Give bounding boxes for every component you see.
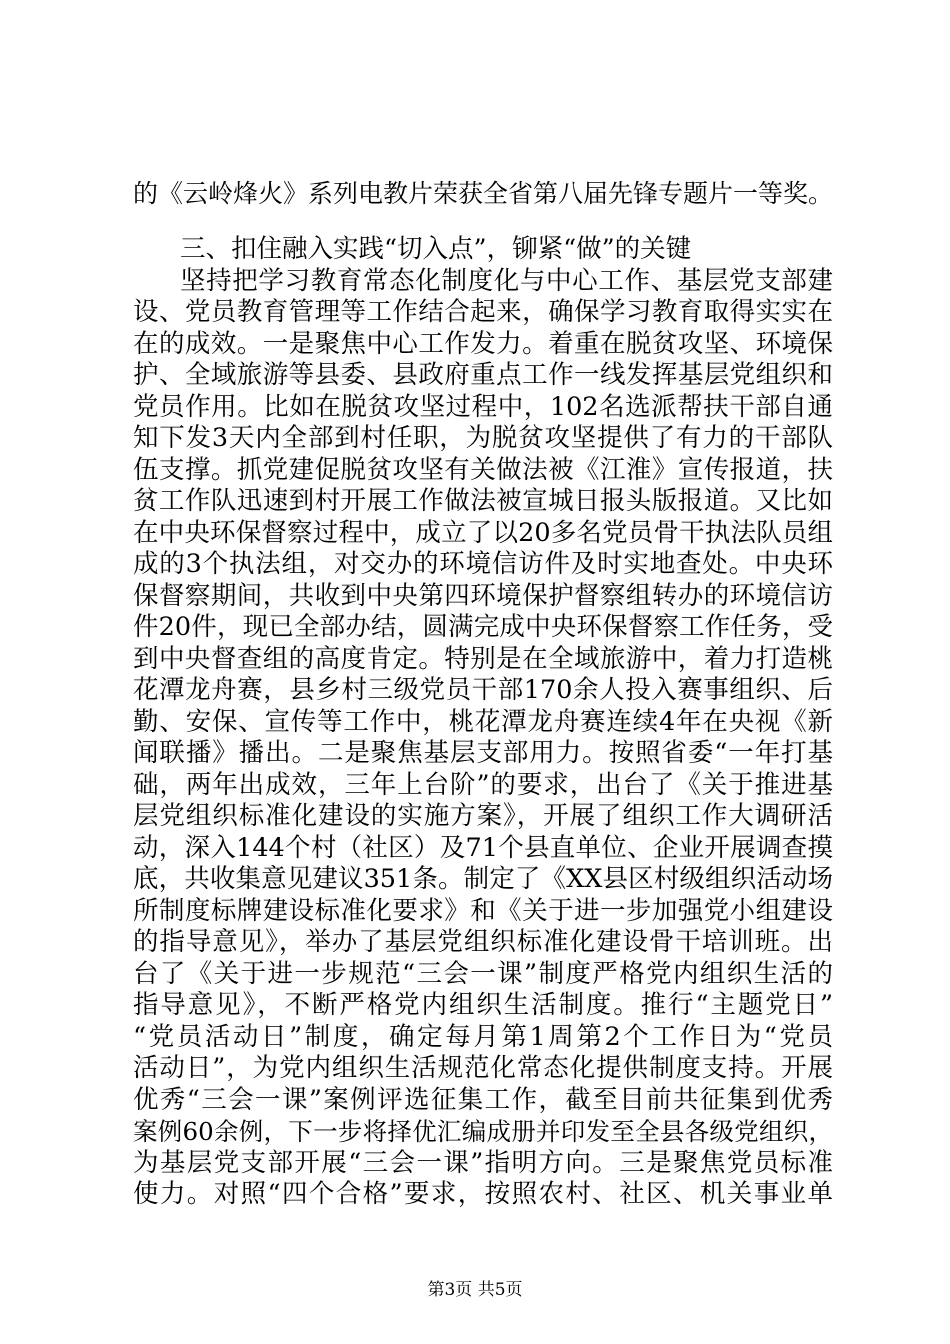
section-heading: 三、扣住融入实践“切入点”，铆紧“做”的关键 [180, 234, 692, 264]
text-line: 台了《关于进一步规范“三会一课”制度严格党内组织生活的 [133, 959, 833, 989]
text-line: 护、全域旅游等县委、县政府重点工作一线发挥基层党组织和 [133, 360, 833, 390]
text-line: 贫工作队迅速到村开展工作做法被宣城日报头版报道。又比如 [133, 486, 833, 516]
text-line: 使力。对照“四个合格”要求，按照农村、社区、机关事业单 [133, 1179, 833, 1209]
text-line: 指导意见》，不断严格党内组织生活制度。推行“主题党日” [133, 990, 833, 1020]
text-line: 为基层党支部开展“三会一课”指明方向。三是聚焦党员标准 [133, 1148, 833, 1178]
page-number-footer: 第3页 共5页 [427, 1280, 523, 1300]
text-line: 闻联播》播出。二是聚焦基层支部用力。按照省委“一年打基 [133, 738, 833, 768]
text-line: 础，两年出成效，三年上台阶”的要求，出台了《关于推进基 [133, 770, 833, 800]
text-line: 保督察期间，共收到中央第四环境保护督察组转办的环境信访 [133, 581, 833, 611]
text-line: 在中央环保督察过程中，成立了以20多名党员骨干执法队员组 [133, 518, 833, 548]
text-line: 设、党员教育管理等工作结合起来，确保学习教育取得实实在 [133, 297, 833, 327]
text-line: 底，共收集意见建议351条。制定了《XX县区村级组织活动场 [133, 864, 833, 894]
text-line: 优秀“三会一课”案例评选征集工作，截至目前共征集到优秀 [133, 1085, 833, 1115]
text-line: 层党组织标准化建设的实施方案》，开展了组织工作大调研活 [133, 801, 833, 831]
text-line: 件20件，现已全部办结，圆满完成中央环保督察工作任务，受 [133, 612, 833, 642]
text-line: 伍支撑。抓党建促脱贫攻坚有关做法被《江淮》宣传报道，扶 [133, 455, 833, 485]
text-line: 成的3个执法组，对交办的环境信访件及时实地查处。中央环 [133, 549, 833, 579]
text-line: 花潭龙舟赛，县乡村三级党员干部170余人投入赛事组织、后 [133, 675, 833, 705]
text-line: 活动日”，为党内组织生活规范化常态化提供制度支持。开展 [133, 1053, 833, 1083]
text-line: 所制度标牌建设标准化要求》和《关于进一步加强党小组建设 [133, 896, 833, 926]
text-line: 的《云岭烽火》系列电教片荣获全省第八届先锋专题片一等奖。 [133, 179, 833, 208]
text-line: 到中央督查组的高度肯定。特别是在全域旅游中，着力打造桃 [133, 644, 833, 674]
text-line: 案例60余例，下一步将择优汇编成册并印发至全县各级党组织， [133, 1117, 833, 1146]
text-line: 在的成效。一是聚焦中心工作发力。着重在脱贫攻坚、环境保 [133, 329, 833, 359]
text-line: 知下发3天内全部到村任职，为脱贫攻坚提供了有力的干部队 [133, 423, 833, 453]
text-line: 的指导意见》，举办了基层党组织标准化建设骨干培训班。出 [133, 927, 833, 957]
text-line: 坚持把学习教育常态化制度化与中心工作、基层党支部建 [180, 266, 833, 296]
text-line: 动，深入144个村（社区）及71个县直单位、企业开展调查摸 [133, 833, 833, 863]
text-line: “党员活动日”制度，确定每月第1周第2个工作日为“党员 [133, 1022, 833, 1052]
text-line: 党员作用。比如在脱贫攻坚过程中，102名选派帮扶干部自通 [133, 392, 833, 422]
text-line: 勤、安保、宣传等工作中，桃花潭龙舟赛连续4年在央视《新 [133, 707, 833, 737]
